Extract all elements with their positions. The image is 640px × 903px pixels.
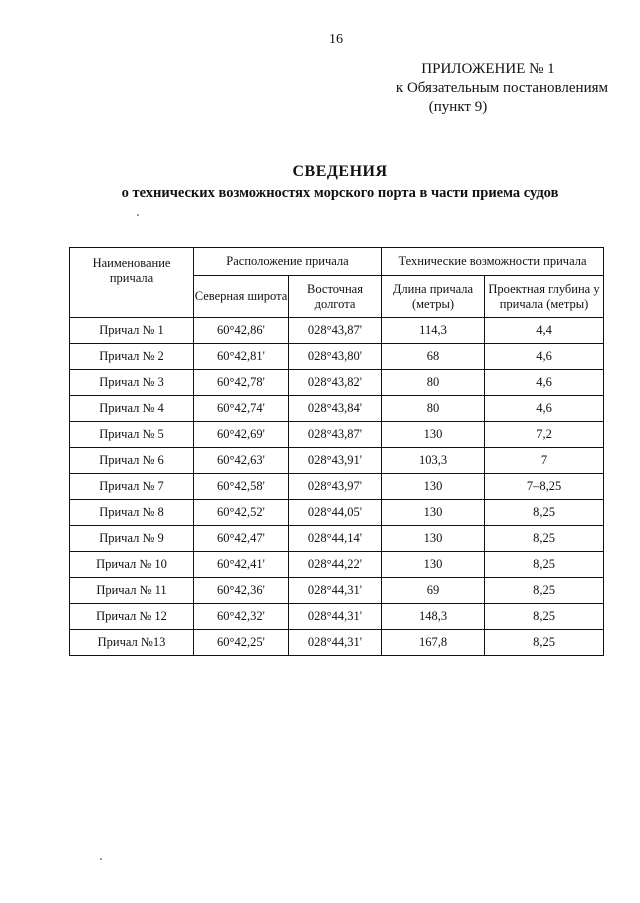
- table-row: [70, 500, 604, 526]
- length-cell: 130: [382, 526, 485, 552]
- length-cell: 114,3: [382, 318, 485, 344]
- document-heading: [0, 162, 640, 203]
- berth-name-cell: Причал № 5: [70, 422, 194, 448]
- latitude-cell: 60°42,69': [194, 422, 289, 448]
- document-subtitle: о технических возможностях морского порта в части приема судов: [121, 185, 559, 201]
- latitude-cell: 60°42,47': [194, 526, 289, 552]
- table-row: [70, 604, 604, 630]
- appendix-reference: к Обязательным постановлениям: [395, 80, 608, 96]
- header-berth-name: Наименование причала: [70, 248, 194, 318]
- scan-speck: [100, 858, 102, 860]
- table-row: [70, 630, 604, 656]
- depth-cell: 7–8,25: [485, 474, 604, 500]
- latitude-cell: 60°42,74': [194, 396, 289, 422]
- berths-table: [69, 247, 604, 656]
- length-cell: 130: [382, 500, 485, 526]
- scan-speck: [137, 214, 139, 216]
- longitude-cell: 028°43,80': [289, 344, 382, 370]
- depth-cell: 4,6: [485, 370, 604, 396]
- length-cell: 130: [382, 552, 485, 578]
- length-cell: 130: [382, 474, 485, 500]
- latitude-cell: 60°42,32': [194, 604, 289, 630]
- table-row: [70, 526, 604, 552]
- depth-cell: 4,4: [485, 318, 604, 344]
- table-row: [70, 474, 604, 500]
- latitude-cell: 60°42,36': [194, 578, 289, 604]
- latitude-cell: 60°42,41': [194, 552, 289, 578]
- appendix-title: ПРИЛОЖЕНИЕ № 1: [421, 61, 555, 77]
- berth-name-cell: Причал № 4: [70, 396, 194, 422]
- berth-name-cell: Причал № 10: [70, 552, 194, 578]
- longitude-cell: 028°43,84': [289, 396, 382, 422]
- longitude-cell: 028°43,97': [289, 474, 382, 500]
- depth-cell: 7,2: [485, 422, 604, 448]
- berth-name-cell: Причал № 6: [70, 448, 194, 474]
- depth-cell: 8,25: [485, 604, 604, 630]
- table-row: [70, 422, 604, 448]
- appendix-block: [308, 60, 608, 117]
- berth-name-cell: Причал № 8: [70, 500, 194, 526]
- table-header: [70, 248, 604, 318]
- longitude-cell: 028°43,91': [289, 448, 382, 474]
- depth-cell: 8,25: [485, 578, 604, 604]
- depth-cell: 8,25: [485, 526, 604, 552]
- berth-name-cell: Причал № 7: [70, 474, 194, 500]
- longitude-cell: 028°44,31': [289, 578, 382, 604]
- latitude-cell: 60°42,63': [194, 448, 289, 474]
- table-row: [70, 370, 604, 396]
- berth-name-cell: Причал № 2: [70, 344, 194, 370]
- depth-cell: 7: [485, 448, 604, 474]
- header-location: Расположение причала: [194, 248, 382, 276]
- header-depth: Проектная глубина у причала (метры): [485, 276, 604, 318]
- header-latitude: Северная широта: [194, 276, 289, 318]
- length-cell: 80: [382, 370, 485, 396]
- length-cell: 148,3: [382, 604, 485, 630]
- latitude-cell: 60°42,58': [194, 474, 289, 500]
- table-row: [70, 318, 604, 344]
- longitude-cell: 028°43,87': [289, 318, 382, 344]
- latitude-cell: 60°42,86': [194, 318, 289, 344]
- depth-cell: 8,25: [485, 630, 604, 656]
- latitude-cell: 60°42,81': [194, 344, 289, 370]
- berth-name-cell: Причал №13: [70, 630, 194, 656]
- berth-name-cell: Причал № 11: [70, 578, 194, 604]
- length-cell: 130: [382, 422, 485, 448]
- page-number: 16: [329, 32, 343, 47]
- depth-cell: 4,6: [485, 344, 604, 370]
- table-row: [70, 578, 604, 604]
- longitude-cell: 028°44,31': [289, 630, 382, 656]
- length-cell: 103,3: [382, 448, 485, 474]
- document-title: СВЕДЕНИЯ: [292, 163, 388, 180]
- table-body: [70, 318, 604, 656]
- length-cell: 69: [382, 578, 485, 604]
- berth-name-cell: Причал № 12: [70, 604, 194, 630]
- depth-cell: 4,6: [485, 396, 604, 422]
- appendix-clause: (пункт 9): [428, 99, 488, 115]
- berth-name-cell: Причал № 1: [70, 318, 194, 344]
- table-row: [70, 344, 604, 370]
- berth-name-cell: Причал № 3: [70, 370, 194, 396]
- header-tech: Технические возможности причала: [382, 248, 604, 276]
- longitude-cell: 028°43,87': [289, 422, 382, 448]
- longitude-cell: 028°44,05': [289, 500, 382, 526]
- longitude-cell: 028°43,82': [289, 370, 382, 396]
- longitude-cell: 028°44,31': [289, 604, 382, 630]
- depth-cell: 8,25: [485, 500, 604, 526]
- longitude-cell: 028°44,14': [289, 526, 382, 552]
- length-cell: 68: [382, 344, 485, 370]
- table-row: [70, 552, 604, 578]
- table-row: [70, 396, 604, 422]
- latitude-cell: 60°42,52': [194, 500, 289, 526]
- latitude-cell: 60°42,78': [194, 370, 289, 396]
- header-longitude: Восточная долгота: [289, 276, 382, 318]
- berth-name-cell: Причал № 9: [70, 526, 194, 552]
- header-length: Длина причала (метры): [382, 276, 485, 318]
- longitude-cell: 028°44,22': [289, 552, 382, 578]
- length-cell: 167,8: [382, 630, 485, 656]
- depth-cell: 8,25: [485, 552, 604, 578]
- table-row: [70, 448, 604, 474]
- length-cell: 80: [382, 396, 485, 422]
- latitude-cell: 60°42,25': [194, 630, 289, 656]
